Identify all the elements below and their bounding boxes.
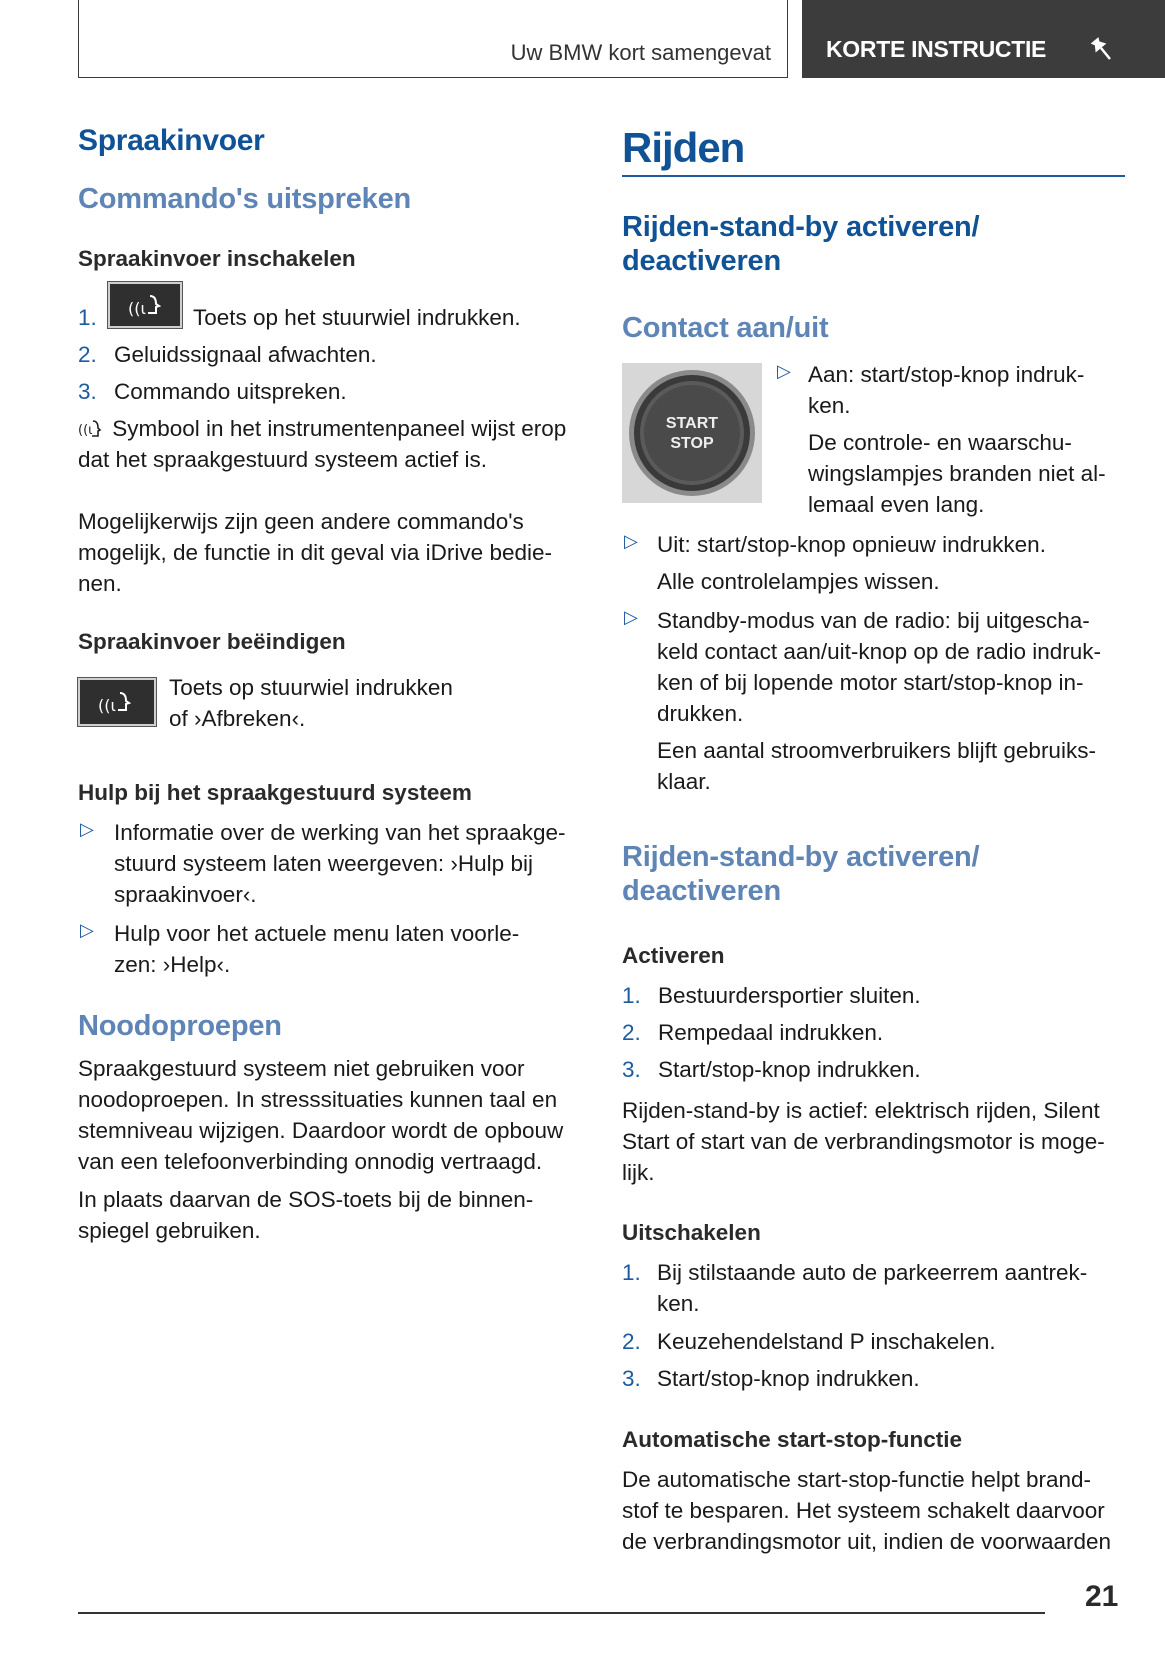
triangle-bullet-icon: ▷ xyxy=(80,920,94,940)
title-activate: Activeren xyxy=(622,943,725,968)
page-number: 21 xyxy=(1085,1580,1119,1613)
subheading-commandos: Commando's uitspreken xyxy=(78,183,412,215)
header-section-title: Uw BMW kort samengevat xyxy=(510,40,771,65)
title-help: Hulp bij het spraakgestuurd systeem xyxy=(78,780,472,805)
header-tab-label: KORTE INSTRUCTIE xyxy=(826,36,1047,62)
title-deactivate: Uitschakelen xyxy=(622,1220,761,1245)
svg-text:((ι: ((ι xyxy=(128,299,146,318)
emergency-paragraph-1: Spraakgestuurd systeem niet gebruiken voor noodoproepen. In stresssituaties kunnen taal en stemniveau wijzigen. Daardoor wordt de opbouw van een telefoonverbinding onnodig vertraagd. xyxy=(78,1056,564,1174)
voice-button-icon xyxy=(78,678,156,726)
title-rule xyxy=(622,175,1125,177)
header-tab xyxy=(802,0,1165,78)
title-autostart: Automatische start-stop-functie xyxy=(622,1427,963,1452)
svg-text:((ι: ((ι xyxy=(98,696,116,715)
activate-note: Rijden-stand-by is actief: elektrisch rijden, Silent Start of start van de verbrandingsmotor is moge- lijk. xyxy=(622,1098,1105,1185)
start-stop-button-image xyxy=(622,363,762,503)
voice-symbol-icon xyxy=(78,417,106,439)
title-end: Spraakinvoer beëindigen xyxy=(78,629,346,654)
heading-noodoproepen: Noodoproepen xyxy=(78,1010,282,1042)
end-instructions: Toets op stuurwiel indrukken of ›Afbreken‹. xyxy=(169,675,453,731)
autostart-paragraph: De automatische start-stop-functie helpt brand- stof te besparen. Het systeem schakelt daarvoor de verbrandingsmotor uit, indien de voorwaarden xyxy=(622,1467,1112,1554)
triangle-bullet-icon: ▷ xyxy=(777,361,791,381)
emergency-paragraph-2: In plaats daarvan de SOS-toets bij de binnen- spiegel gebruiken. xyxy=(78,1187,534,1243)
list-item: 1. Bij stilstaande auto de parkeerrem aantrek- ken. xyxy=(622,1260,1088,1316)
section-heading-2: Rijden-stand-by activeren/ deactiveren xyxy=(622,841,980,907)
heading-spraakinvoer: Spraakinvoer xyxy=(78,124,265,157)
triangle-bullet-icon: ▷ xyxy=(80,819,94,839)
voice-button-icon xyxy=(108,282,182,328)
list-item: ▷ Uit: start/stop-knop opnieuw indrukken. Alle controlelampjes wissen. xyxy=(624,531,1046,594)
page-title: Rijden xyxy=(622,124,745,171)
pushpin-icon xyxy=(1086,34,1116,62)
footer-rule xyxy=(78,1612,1045,1614)
note-paragraph: Mogelijkerwijs zijn geen andere commando's mogelijk, de functie in dit geval via iDrive bedie- nen. xyxy=(78,509,552,596)
start-stop-label: START STOP xyxy=(665,415,719,452)
triangle-bullet-icon: ▷ xyxy=(624,531,638,551)
svg-text:((ι: ((ι xyxy=(78,423,93,438)
triangle-bullet-icon: ▷ xyxy=(624,607,638,627)
title-enable: Spraakinvoer inschakelen xyxy=(78,246,356,271)
list-item: ▷ Hulp voor het actuele menu laten voorle- zen: ›Help‹. xyxy=(80,920,520,977)
list-item: ▷ Informatie over de werking van het spraakge- stuurd systeem laten weergeven: ›Hulp bij spraakinvoer‹. xyxy=(80,819,566,907)
header-box xyxy=(78,0,788,78)
list-item: ▷ Aan: start/stop-knop indruk- ken. De controle- en waarschu- wingslampjes branden niet al- lemaal even lang. xyxy=(777,361,1106,517)
heading-contact: Contact aan/uit xyxy=(622,312,829,344)
section-heading-1: Rijden-stand-by activeren/ deactiveren xyxy=(622,211,980,277)
list-item: ▷ Standby-modus van de radio: bij uitgescha- keld contact aan/uit-knop op de radio indruk- ken of bij lopende motor start/stop-knop in- drukken. Een aantal stroomverbruikers blijft gebruiks- klaar. xyxy=(624,607,1102,794)
symbol-paragraph: ((ι Symbool in het instrumentenpaneel wijst erop dat het spraakgestuurd systeem actief is. xyxy=(78,416,567,472)
